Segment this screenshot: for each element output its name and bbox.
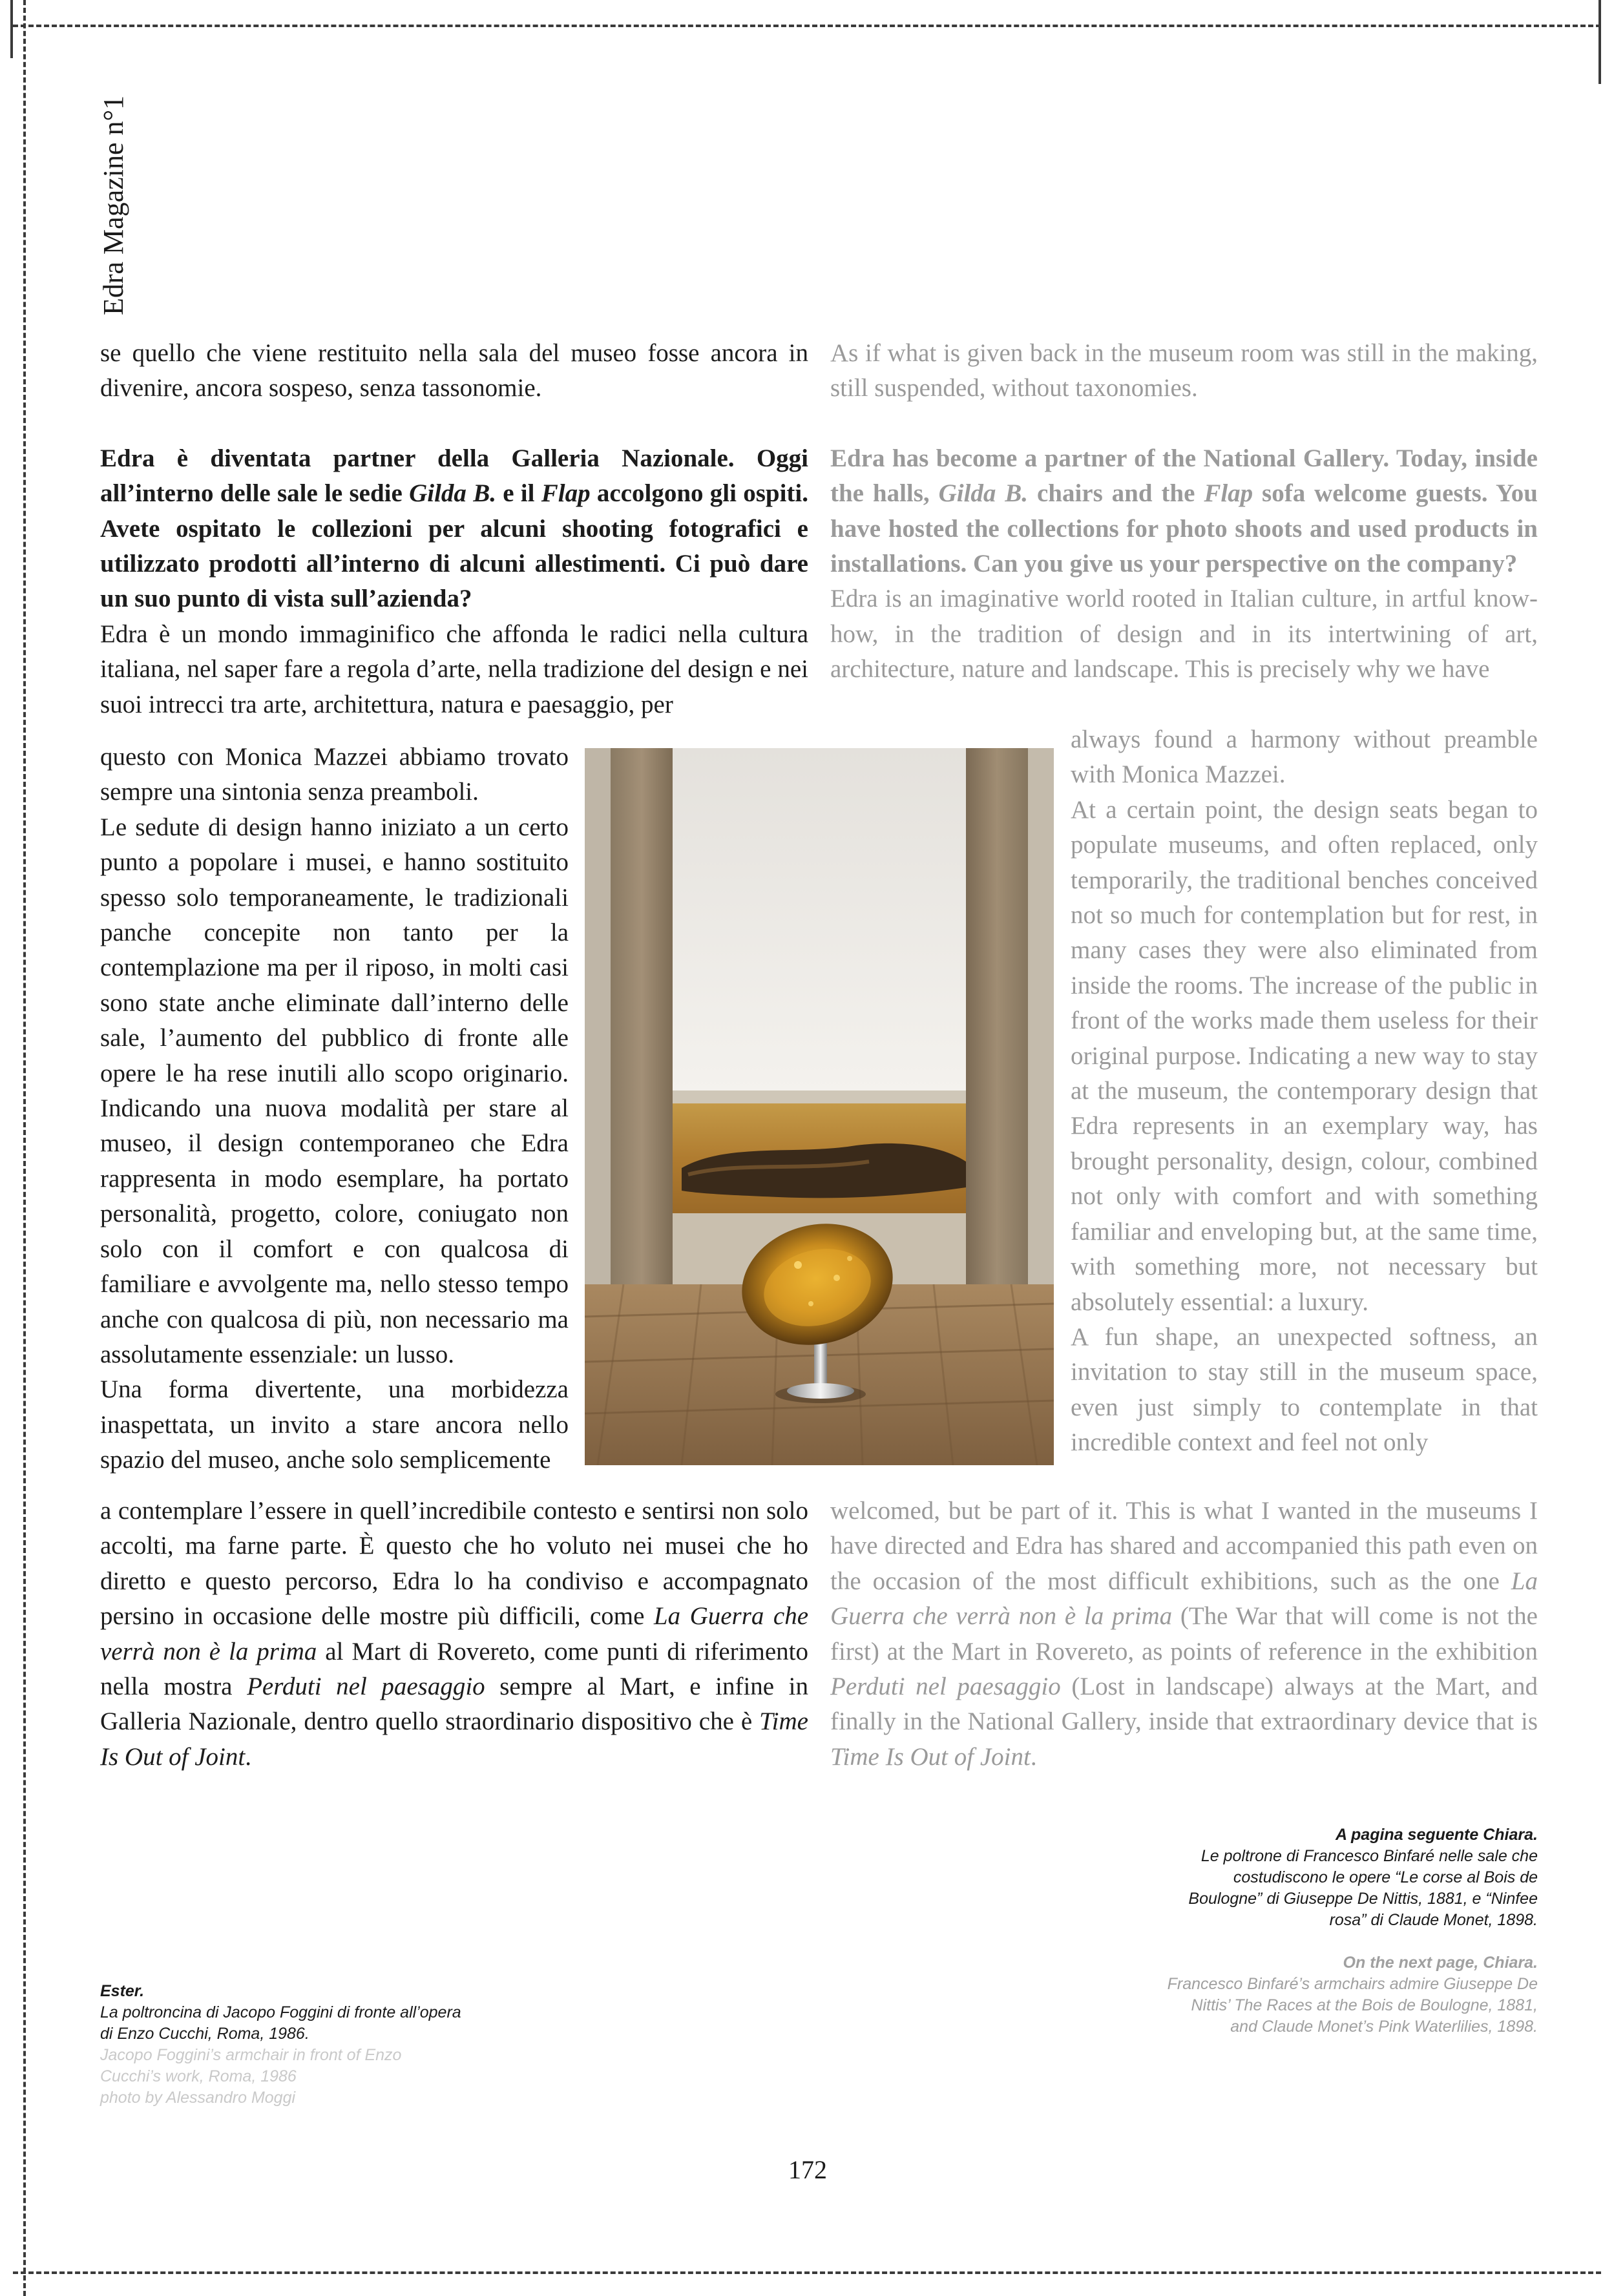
page-number: 172 — [788, 2155, 827, 2184]
italian-answer-1: Edra è un mondo immaginifico che affonda le radici nella cultura italiana, nel saper fare a regola d’arte, nella tradizione del design e nei suoi intrecci tra arte, architettura, natura e paesaggio, per — [100, 620, 808, 718]
italian-wide-column-bottom — [100, 1494, 808, 1775]
caption-right — [1163, 1824, 1538, 2038]
caption-right-english: Francesco Binfaré’s armchairs admire Giuseppe De Nittis’ The Races at the Bois de Boulogne, 1881, and Claude Monet’s Pink Waterlilies, 1898. — [1167, 1975, 1538, 2036]
english-answer-3: welcomed, but be part of it. This is what I wanted in the museums I have directed and Edra has shared and accompanied this path even on the occasion of the most difficult exhibitions, such as the one La Guerra che verrà non è la prima (The War that will come is not the first) at the Mart in Rovereto, as points of reference in the exhibition Perduti nel paesaggio (Lost in landscape) always at the Mart, and finally in the National Gallery, inside that extraordinary device that is Time Is Out of Joint. — [830, 1497, 1538, 1771]
museum-armchair-photo — [585, 748, 1054, 1465]
caption-left-credit: photo by Alessandro Moggi — [100, 2089, 296, 2107]
english-paragraph-1: As if what is given back in the museum room was still in the making, still suspended, without taxonomies. — [830, 339, 1538, 402]
crop-mark-top — [13, 25, 1601, 27]
italian-answer-2: Le sedute di design hanno iniziato a un certo punto a popolare i musei, e hanno sostituito spesso solo temporaneamente, le tradizionali panche concepite non tanto per la contemplazione ma per il riposo, in molti casi sono state anche eliminate dall’interno delle sale, l’aumento del pubblico di fronte alle opere le ha rese inutili allo scopo originario. Indicando una nuova modalità per stare al museo, il design contemporaneo che Edra rappresenta in modo esemplare, ha portato personalità, progetto, colore, coniugato non solo con il comfort e con qualcosa di familiare e avvolgente ma, nello stesso tempo anche con qualcosa di più, non necessario ma assolutamente essenziale: un lusso. — [100, 813, 569, 1368]
caption-right-title-it: A pagina seguente Chiara. — [1335, 1826, 1538, 1844]
running-head-text: Edra Magazine n°1 — [98, 95, 129, 315]
crop-mark-bottom — [13, 2271, 1601, 2274]
crop-mark-left — [23, 0, 26, 2296]
english-answer-1: Edra is an imaginative world rooted in Italian culture, in artful know-how, in the tradition of design and in its intertwining of art, architecture, nature and landscape. This is precisely why we have — [830, 585, 1538, 684]
spacer — [1163, 1931, 1538, 1952]
english-answer-3-start: A fun shape, an unexpected softness, an invitation to stay still in the museum space, even just simply to contemplate in that incredible context and feel not only — [1071, 1322, 1538, 1457]
italian-answer-3: a contemplare l’essere in quell’incredibile contesto e sentirsi non solo accolti, ma farne parte. È questo che ho voluto nei musei che ho diretto e questo percorso, Edra lo ha condiviso e accompagnato persino in occasione delle mostre più difficili, come La Guerra che verrà non è la prima al Mart di Rovereto, come punti di riferimento nella mostra Perduti nel paesaggio sempre al Mart, e infine in Galleria Nazionale, dentro quello straordinario dispositivo che è Time Is Out of Joint. — [100, 1497, 809, 1771]
italian-paragraph-1: se quello che viene restituito nella sala del museo fosse ancora in divenire, ancora sospeso, senza tassonomie. — [100, 339, 808, 402]
caption-left-italian: La poltroncina di Jacopo Foggini di fronte all’opera di Enzo Cucchi, Roma, 1986. — [100, 2003, 461, 2043]
english-wide-column-bottom — [830, 1494, 1538, 1775]
crop-mark-right-corner — [1598, 0, 1601, 84]
caption-left-title: Ester. — [100, 1982, 145, 2000]
caption-left — [100, 1981, 462, 2109]
english-narrow-column — [1071, 722, 1538, 1461]
italian-answer-1-end: questo con Monica Mazzei abbiamo trovato sempre una sintonia senza preamboli. — [100, 743, 569, 806]
photo-illustration — [585, 748, 1054, 1465]
caption-left-english: Jacopo Foggini’s armchair in front of Enzo Cucchi’s work, Roma, 1986 — [100, 2046, 402, 2085]
spacer — [100, 406, 808, 441]
english-answer-1-end: always found a harmony without preamble with Monica Mazzei. — [1071, 725, 1538, 789]
caption-right-title-en: On the next page, Chiara. — [1343, 1954, 1538, 1972]
spacer — [830, 406, 1538, 441]
english-question: Edra has become a partner of the National Gallery. Today, inside the halls, Gilda B. chairs and the Flap sofa welcome guests. You have hosted the collections for photo shoots and used products in installations. Can you give us your perspective on the company? — [830, 444, 1538, 578]
italian-column — [100, 336, 808, 722]
italian-narrow-column — [100, 740, 569, 1478]
italian-question: Edra è diventata partner della Galleria Nazionale. Oggi all’interno delle sale le sedie Gilda B. e il Flap accolgono gli ospiti. Avete ospitato le collezioni per alcuni shooting fotografici e utilizzato prodotti all’interno di alcuni allestimenti. Ci può dare un suo punto di vista sull’azienda? — [100, 444, 808, 613]
english-answer-2: At a certain point, the design seats began to populate museums, and often replaced, only temporarily, the traditional benches conceived not so much for contemplation but for rest, in many cases they were also eliminated from inside the rooms. The increase of the public in front of the works made them useless for their original purpose. Indicating a new way to stay at the museum, the contemporary design that Edra represents in an exemplary way, has brought personality, design, colour, combined not only with comfort and with something familiar and enveloping but, at the same time, with something more, not necessary but absolutely essential: a luxury. — [1071, 795, 1538, 1316]
crop-mark-left-corner — [10, 0, 13, 58]
english-column — [830, 336, 1538, 687]
caption-right-italian: Le poltrone di Francesco Binfaré nelle sale che costudiscono le opere “Le corse al Bois de Boulogne” di Giuseppe De Nittis, 1881, e “Ninfee rosa” di Claude Monet, 1898. — [1188, 1847, 1538, 1929]
italian-answer-3-start: Una forma divertente, una morbidezza inaspettata, un invito a stare ancora nello spazio del museo, anche solo semplicemente — [100, 1375, 569, 1474]
